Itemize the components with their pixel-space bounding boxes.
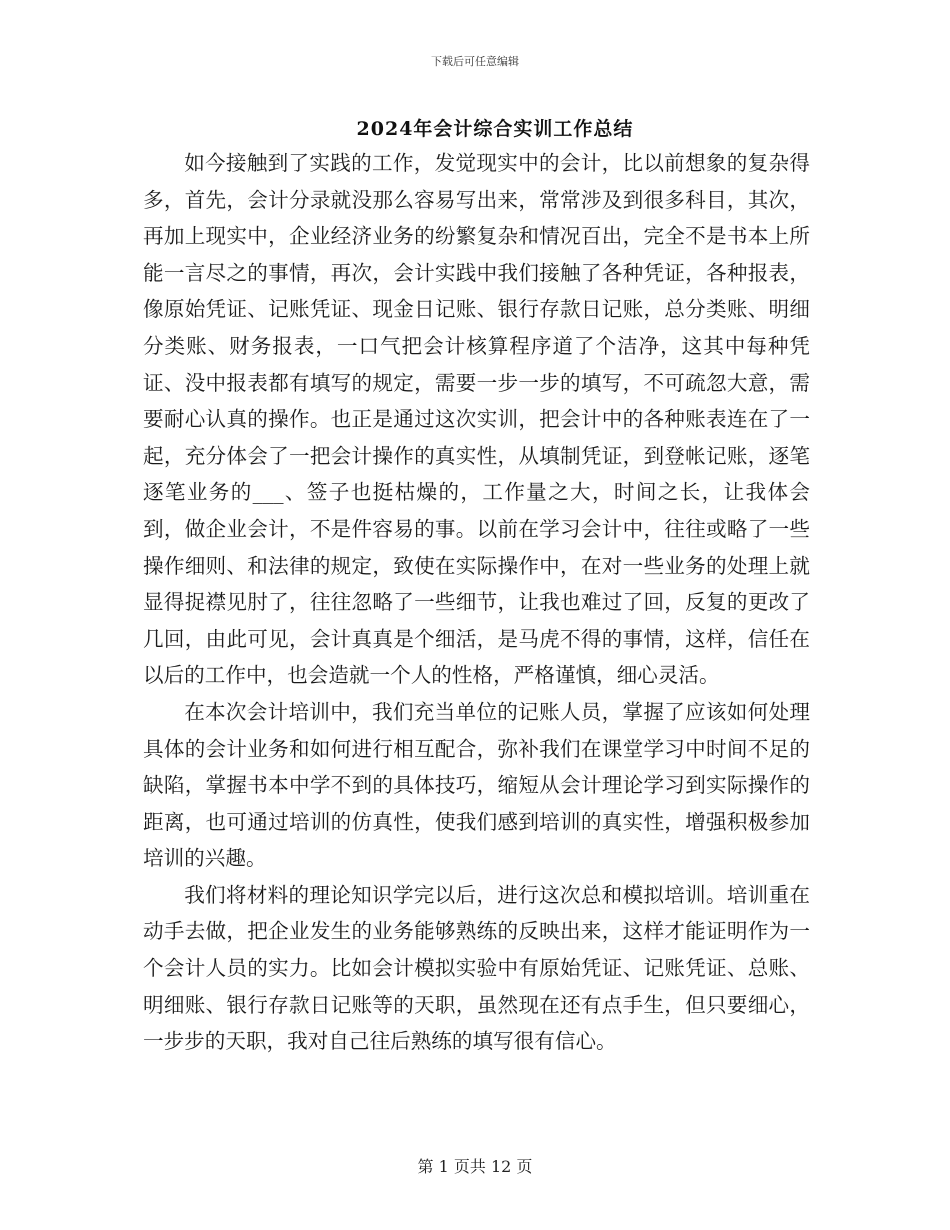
page-number: 第 1 页共 12 页 [417,1157,533,1176]
document-title: 2024年会计综合实训工作总结 [356,118,634,140]
paragraph: 如今接触到了实践的工作，发觉现实中的会计，比以前想象的复杂得多，首先，会计分录就没那么容易写出来，常常涉及到很多科目，其次，再加上现实中，企业经济业务的纷繁复杂和情况百出，完全不是书本上所能一言尽之的事情，再次，会计实践中我们接触了各种凭证，各种报表，像原始凭证、记账凭证、现金日记账、银行存款日记账，总分类账、明细分类账、财务报表，一口气把会计核算程序道了个洁净，这其中每种凭证、没中报表都有填写的规定，需要一步一步的填写，不可疏忽大意，需要耐心认真的操作。也正是通过这次实训，把会计中的各种账表连在了一起，充分体会了一把会计操作的真实性，从填制凭证，到登帐记账，逐笔逐笔业务的___、签子也挺枯燥的，工作量之大，时间之长，让我体会到，做企业会计，不是件容易的事。以前在学习会计中，往往或略了一些操作细则、和法律的规定，致使在实际操作中，在对一些业务的处理上就显得捉襟见肘了，往往忽略了一些细节，让我也难过了回，反复的更改了几回，由此可见，会计真真是个细活，是马虎不得的事情，这样，信任在以后的工作中，也会造就一个人的性格，严格谨慎，细心灵活。 [143,151,810,688]
paragraph: 在本次会计培训中，我们充当单位的记账人员，掌握了应该如何处理具体的会计业务和如何进行相互配合，弥补我们在课堂学习中时间不足的缺陷，掌握书本中学不到的具体技巧，缩短从会计理论学习到实际操作的距离，也可通过培训的仿真性，使我们感到培训的真实性，增强积极参加培训的兴趣。 [143,699,810,871]
paragraph: 我们将材料的理论知识学完以后，进行这次总和模拟培训。培训重在动手去做，把企业发生的业务能够熟练的反映出来，这样才能证明作为一个会计人员的实力。比如会计模拟实验中有原始凭证、记账凭证、总账、明细账、银行存款日记账等的天职，虽然现在还有点手生，但只要细心，一步步的天职，我对自己往后熟练的填写很有信心。 [143,882,810,1054]
document-body [143,145,810,1060]
header-note: 下载后可任意编辑 [431,55,519,68]
